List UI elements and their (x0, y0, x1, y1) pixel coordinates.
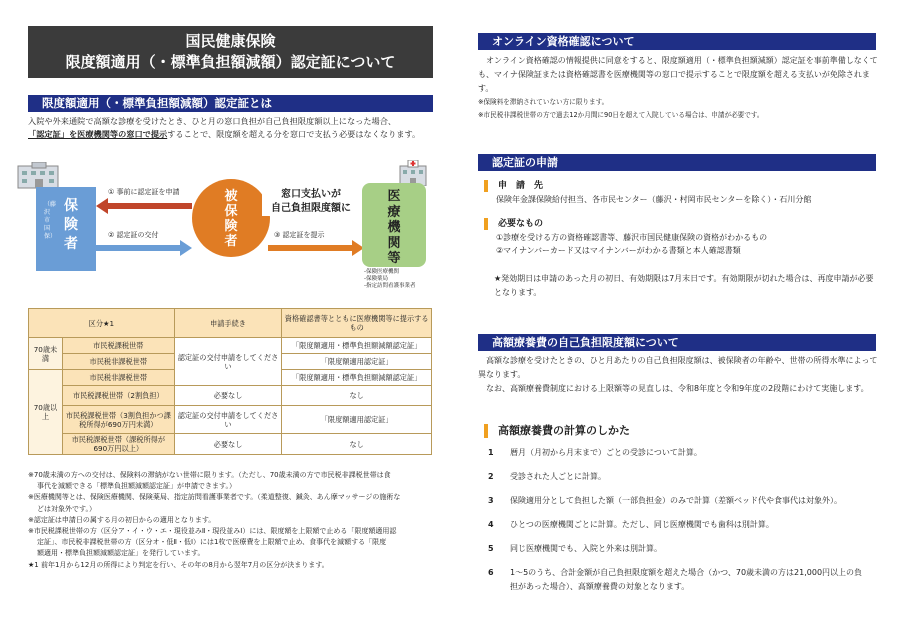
calc-item-num: 6 (488, 568, 494, 577)
validity-text: ★発効期日は申請のあった月の初日、有効期限は7月末日です。有効期限が切れた場合は、再度申請が必要となります。 (494, 274, 874, 297)
table-row (29, 338, 432, 354)
main-title (28, 26, 433, 78)
calc-item (488, 566, 878, 594)
apply-to-title: 申 請 先 (484, 180, 543, 192)
med-list-item: -保険薬局 (364, 276, 388, 282)
med-list-item: -保険医療機関 (364, 269, 399, 275)
section-heading-kogaku: 高額療養費の自己負担限度額について (478, 334, 876, 351)
intro-text (28, 115, 440, 141)
medical-type-list (364, 269, 416, 290)
cell-teiji: 「限度額適用認定証」 (282, 354, 432, 370)
needed-item-1: ①診療を受ける方の資格確認書等、藤沢市国民健康保険の資格がわかるもの (496, 233, 768, 242)
cell-teiji: なし (282, 386, 432, 406)
calc-item (488, 494, 878, 508)
table-row (29, 386, 432, 406)
callout-line2: 自己負担限度額に (262, 202, 360, 216)
med-list-item: -指定訪問看護事業者 (364, 283, 416, 289)
table-row (29, 434, 432, 455)
note-line: ※医療機関等とは、保険医療機関、保険薬局、指定訪問看護事業者です。（柔道整復、鍼灸、あん摩マッサージの施術な (28, 493, 401, 502)
cell-teiji: 「限度額適用・標準負担額減額認定証」 (282, 338, 432, 354)
note-line: どは対象外です。） (37, 504, 96, 513)
online-note2: ※市民税非課税世帯の方で過去12か月間に90日を超えて入院している場合は、申請が必要です。 (478, 111, 764, 119)
calc-item-text: ひとつの医療機関ごとに計算。ただし、同じ医療機関でも歯科は別計算。 (510, 520, 774, 529)
calc-item-text: 同じ医療機関でも、入院と外来は別計算。 (510, 544, 662, 553)
calc-item-text: 暦月（月初から月末まで）ごとの受診について計算。 (510, 448, 702, 457)
payment-callout (262, 188, 360, 216)
kogaku-text1: 高額な診療を受けたときの、ひと月あたりの自己負担限度額は、被保険者の年齢や、世帯の所得水準によって異なります。 (478, 356, 878, 379)
cell-tetsuzuki: 認定証の交付申請をしてください (174, 338, 282, 386)
apply-to-text: 保険年金課保険給付担当、各市民センター（藤沢・村岡市民センターを除く）・石川分館 (496, 195, 812, 204)
online-text: オンライン資格確認の情報提供に同意をすると、限度額適用（・標準負担額減額）認定証を事前準備しなくても、マイナ保険証または資格確認書を医療機関等の窓口で提示することで限度額を超える支払いが免除されます。 (478, 56, 878, 93)
insurer-label: 保険者 (64, 198, 78, 252)
kogaku-text2: なお、高額療養費制度における上限額等の見直しは、令和8年度と令和9年度の2段階にわけて実施します。 (486, 384, 869, 393)
main-title-line1: 国民健康保険 (185, 32, 276, 50)
table-notes (28, 470, 438, 571)
main-title-line2: 限度額適用（・標準負担額減額）認定証について (65, 53, 396, 71)
step3-label: ③ 認定証を提示 (274, 231, 325, 239)
note-line: ※市民税課税世帯の方（区分ア・イ・ウ・エ・現役並みⅡ・現役並みⅠ）には、限度額を上限額で止める「限度額適用認 (28, 527, 397, 536)
arrow-apply-icon (96, 198, 192, 214)
calc-item-num: 3 (488, 496, 494, 505)
age-70-under: 70歳未満 (29, 338, 63, 370)
cell-teiji: なし (282, 434, 432, 455)
calc-item (488, 446, 878, 460)
cell-teiji: 「限度額適用・標準負担額減額認定証」 (282, 370, 432, 386)
calc-item-num: 4 (488, 520, 494, 529)
needed-item-2: ②マイナンバーカード又はマイナンバーがわかる書類と本人確認書類 (496, 246, 741, 255)
note-line: 額適用・標準負担額減額認定証」を発行しています。 (37, 549, 205, 558)
insurer-box (36, 187, 96, 271)
insurer-building-icon (14, 162, 64, 190)
cell-kubun: 市民税非課税世帯 (62, 370, 174, 386)
cell-kubun: 市民税課税世帯 (62, 338, 174, 354)
cell-tetsuzuki: 必要なし (174, 386, 282, 406)
age-70-over: 70歳以上 (29, 370, 63, 455)
calc-item (488, 518, 878, 532)
header-kubun: 区分★1 (29, 309, 175, 338)
classification-table (28, 308, 432, 455)
calc-item-num: 1 (488, 448, 494, 457)
table-header-row (29, 309, 432, 338)
intro-line1: 入院や外来通院で高額な診療を受けたとき、ひと月の窓口負担が自己負担限度額以上になった場合、 (28, 116, 397, 126)
note-line: ★1 前年1月から12月の所得により判定を行い、その年の8月から翌年7月の区分が決まります。 (28, 560, 329, 569)
calc-item-num: 5 (488, 544, 494, 553)
calc-item (488, 542, 878, 556)
online-note1: ※保険料を滞納されていない方に限ります。 (478, 98, 609, 106)
calc-item (488, 470, 878, 484)
cell-tetsuzuki: 必要なし (174, 434, 282, 455)
section-heading-online: オンライン資格確認について (478, 33, 876, 50)
intro-line2-underlined: 「認定証」を医療機関等の窓口で提示 (28, 129, 168, 139)
step1-label: ① 事前に認定証を申請 (108, 188, 180, 196)
calc-item-text: 1〜5のうち、合計金額が自己負担限度額を超えた場合（かつ、70歳未満の方は21,000円以上の負担があった場合）、高額療養費の対象となります。 (510, 568, 863, 591)
needed-title: 必要なもの (484, 218, 543, 230)
cell-tetsuzuki: 認定証の交付申請をしてください (174, 406, 282, 434)
note-line: ※認定証は申請日の属する月の初日からの適用となります。 (28, 515, 216, 524)
cell-kubun: 市民税課税世帯（課税所得が690万円以上） (62, 434, 174, 455)
insured-label: 被保険者 (224, 189, 238, 249)
cell-teiji: 「限度額適用認定証」 (282, 406, 432, 434)
calc-title: 高額療養費の計算のしかた (484, 424, 630, 438)
arrow-present-icon (268, 240, 364, 256)
insurer-note: （藤沢市国保） (44, 201, 57, 240)
note-line: ※70歳未満の方への交付は、保険料の滞納がない世帯に限ります。（ただし、70歳未満の方で市民税非課税世帯は食 (28, 471, 391, 479)
note-line: 定証」、市民税非課税世帯の方（区分オ・低Ⅱ・低Ⅰ）には1枚で医療費を上限額で止め、食事代を減額する「限度 (37, 538, 387, 547)
table-row (29, 406, 432, 434)
medical-label: 医療機関等 (387, 189, 401, 266)
intro-line2-rest: することで、限度額を超える分を窓口で支払う必要はなくなります。 (167, 129, 421, 139)
calc-item-text: 受診された人ごとに計算。 (510, 472, 606, 481)
arrow-issue-icon (96, 240, 192, 256)
note-line: 事代を減額できる「標準負担額減額認定証」が申請できます。） (37, 482, 236, 491)
header-teiji: 資格確認書等とともに医療機関等に提示するもの (282, 309, 432, 338)
insured-person-circle (192, 179, 270, 257)
calc-item-text: 保険適用分として負担した額（一部負担金）のみで計算（差額ベッド代や食事代は対象外）。 (510, 496, 842, 505)
step2-label: ② 認定証の交付 (108, 231, 159, 239)
cell-kubun: 市民税非課税世帯 (62, 354, 174, 370)
section-heading-apply: 認定証の申請 (478, 154, 876, 171)
callout-line1: 窓口支払いが (262, 188, 360, 202)
header-tetsuzuki: 申請手続き (174, 309, 282, 338)
section-heading-ninteisho: 限度額適用（・標準負担額減額）認定証とは (28, 95, 433, 112)
medical-institution-box (362, 183, 426, 267)
cell-kubun: 市民税課税世帯（3割負担かつ課税所得が690万円未満） (62, 406, 174, 434)
calc-item-num: 2 (488, 472, 494, 481)
cell-kubun: 市民税課税世帯（2割負担） (62, 386, 174, 406)
